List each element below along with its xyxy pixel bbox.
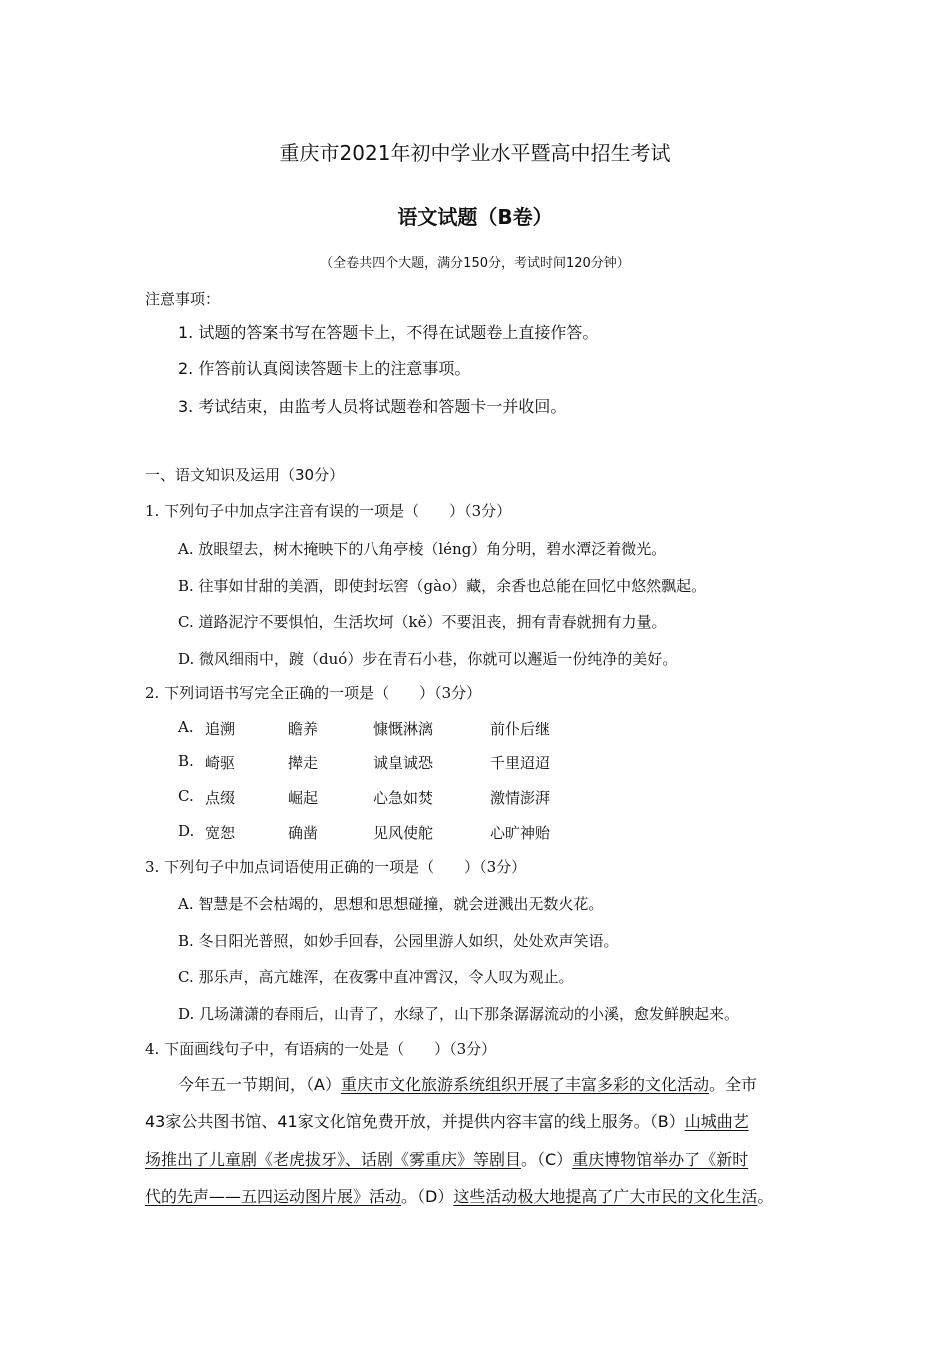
option-word: 撵走 xyxy=(288,754,319,772)
passage-text: 。全市 xyxy=(708,1075,757,1094)
option-word: 见风使舵 xyxy=(373,824,434,842)
exam-subtitle: 语文试题（B卷） xyxy=(397,205,553,229)
option-letter: B. xyxy=(178,752,194,770)
option-letter: D. xyxy=(178,822,195,840)
underlined-sentence-b: 场推出了儿童剧《老虎拔牙》、话剧《雾重庆》等剧目 xyxy=(145,1150,522,1169)
question-2-stem: 2. 下列词语书写完全正确的一项是（ ）（3分） xyxy=(145,684,482,702)
exam-info: （全卷共四个大题，满分150分，考试时间120分钟） xyxy=(320,256,630,271)
question-4-stem: 4. 下面画线句子中，有语病的一处是（ ）（3分） xyxy=(145,1040,497,1058)
passage-line xyxy=(145,1184,807,1207)
passage-text: 。 xyxy=(757,1187,774,1206)
option-word: 前仆后继 xyxy=(490,720,551,738)
underlined-sentence-b: 山城曲艺 xyxy=(684,1112,749,1131)
option-word: 慷慨淋漓 xyxy=(373,720,434,738)
option-letter: C. xyxy=(178,787,194,805)
option-word: 确凿 xyxy=(288,824,319,842)
question-1-option-d: D. 微风细雨中，踱（duó）步在青石小巷，你就可以邂逅一份纯净的美好。 xyxy=(178,650,678,668)
notice-title: 注意事项： xyxy=(145,290,221,308)
underlined-sentence-a: 重庆市文化旅游系统组织开展了丰富多彩的文化活动 xyxy=(340,1075,709,1094)
option-word: 宽恕 xyxy=(205,824,236,842)
option-word: 诚皇诚恐 xyxy=(373,754,434,772)
question-1-option-b: B. 往事如甘甜的美酒，即使封坛窖（gào）藏，余香也总能在回忆中悠然飘起。 xyxy=(178,577,707,595)
underlined-sentence-d: 这些活动极大地提高了广大市民的文化生活 xyxy=(453,1187,758,1206)
underlined-sentence-c: 代的先声——五四运动图片展》活动 xyxy=(145,1187,402,1206)
question-3-option-b: B. 冬日阳光普照，如妙手回春，公园里游人如织，处处欢声笑语。 xyxy=(178,932,619,950)
passage-line xyxy=(145,1109,807,1132)
option-letter: A. xyxy=(178,718,194,736)
passage-text: 。（D） xyxy=(401,1187,454,1206)
question-3-option-c: C. 那乐声，高亢雄浑，在夜雾中直冲霄汉，令人叹为观止。 xyxy=(178,968,574,986)
question-1-option-c: C. 道路泥泞不要惧怕，生活坎坷（kě）不要沮丧，拥有青春就拥有力量。 xyxy=(178,613,667,631)
passage-line xyxy=(178,1072,807,1095)
option-word: 瞻养 xyxy=(288,720,319,738)
option-word: 点缀 xyxy=(205,789,236,807)
option-word: 崎驱 xyxy=(205,754,236,772)
passage-text: 43家公共图书馆、41家文化馆免费开放，并提供内容丰富的线上服务。（B） xyxy=(145,1112,685,1131)
option-word: 心急如焚 xyxy=(373,789,434,807)
question-3-stem: 3. 下列句子中加点词语使用正确的一项是（ ）（3分） xyxy=(145,858,527,876)
option-word: 千里迢迢 xyxy=(490,754,551,772)
section-heading: 一、语文知识及运用（30分） xyxy=(145,466,345,484)
exam-title: 重庆市2021年初中学业水平暨高中招生考试 xyxy=(279,141,671,165)
option-word: 心旷神贻 xyxy=(490,824,551,842)
option-word: 崛起 xyxy=(288,789,319,807)
question-1-option-a: A. 放眼望去，树木掩映下的八角亭棱（léng）角分明，碧水潭泛着微光。 xyxy=(178,540,667,558)
passage-text: 。（C） xyxy=(521,1150,573,1169)
passage-line xyxy=(145,1147,807,1170)
option-word: 激情澎湃 xyxy=(490,789,551,807)
question-3-option-d: D. 几场潇潇的春雨后，山青了，水绿了，山下那条潺潺流动的小溪，愈发鲜腴起来。 xyxy=(178,1005,740,1023)
notice-item: 2. 作答前认真阅读答题卡上的注意事项。 xyxy=(178,359,471,378)
notice-item: 1. 试题的答案书写在答题卡上，不得在试题卷上直接作答。 xyxy=(178,323,599,342)
underlined-sentence-c: 重庆博物馆举办了《新时 xyxy=(572,1150,749,1169)
question-3-option-a: A. 智慧是不会枯竭的，思想和思想碰撞，就会迸溅出无数火花。 xyxy=(178,895,604,913)
option-word: 追溯 xyxy=(205,720,236,738)
question-1-stem: 1. 下列句子中加点字注音有误的一项是（ ）（3分） xyxy=(145,502,512,520)
notice-item: 3. 考试结束，由监考人员将试题卷和答题卡一并收回。 xyxy=(178,397,567,416)
passage-text: 今年五一节期间，（A） xyxy=(178,1075,341,1094)
